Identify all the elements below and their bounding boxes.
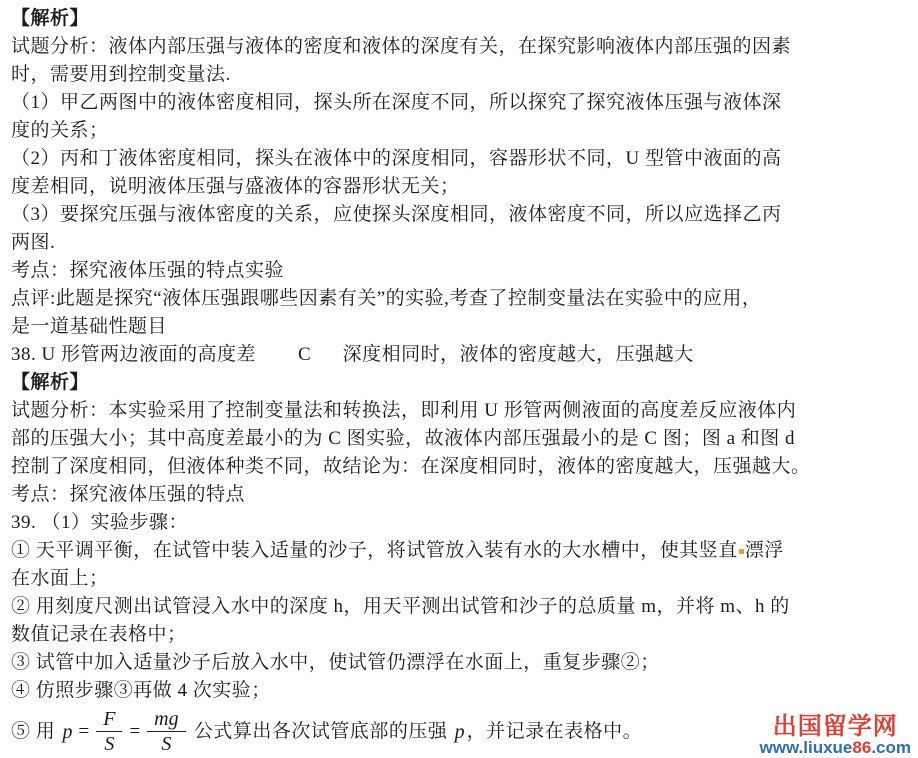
watermark-site-name: 出国留学网 <box>772 712 898 740</box>
doc-line: 数值记录在表格中； <box>11 624 187 645</box>
question-39-header-line: 39. （1）实验步骤： <box>11 512 189 533</box>
equals-sign: = <box>78 721 90 742</box>
url-com-part: .com <box>871 738 911 758</box>
comment-line: 点评:此题是探究“液体压强跟哪些因素有关”的实验,考查了控制变量法在实验中的应用， <box>11 288 762 309</box>
analysis-header-1: 【解析】 <box>11 8 90 29</box>
document-page <box>11 5 909 758</box>
step-1-text-after: 漂浮 <box>744 540 784 561</box>
fraction-force-over-area <box>96 708 122 755</box>
doc-line: （3）要探究压强与液体密度的关系，应使探头深度相同，液体密度不同，所以应选择乙丙 <box>11 204 782 225</box>
doc-line: 时，需要用到控制变量法. <box>11 64 231 85</box>
doc-line: 部的压强大小；其中高度差最小的为 C 图实验，故液体内部压强最小的是 C 图；图 a 和图 d <box>11 428 796 449</box>
doc-line: （1）甲乙两图中的液体密度相同，探头所在深度不同，所以探究了探究液体压强与液体深 <box>11 92 782 113</box>
site-watermark <box>760 714 912 757</box>
doc-line: 控制了深度相同，但液体种类不同，故结论为：在深度相同时，液体的密度越大，压强越大。 <box>11 456 811 477</box>
equals-sign: = <box>129 721 141 742</box>
watermark-site-url <box>760 739 912 757</box>
doc-line: （2）丙和丁液体密度相同，探头在液体中的深度相同，容器形状不同，U 型管中液面的高 <box>11 148 782 169</box>
pressure-variable: p <box>454 720 465 743</box>
doc-line: 度的关系； <box>11 120 109 141</box>
step-1-line <box>11 537 909 565</box>
question-38-answer-line: 38. U 形管两边液面的高度差 C 深度相同时，液体的密度越大，压强越大 <box>11 344 694 365</box>
step-2-line: ② 用刻度尺测出试管浸入水中的深度 h，用天平测出试管和沙子的总质量 m，并将 m、h 的 <box>11 596 790 617</box>
annotation-dot-icon <box>739 549 744 554</box>
fraction-numerator: F <box>96 708 122 732</box>
formula-mid-text: 公式算出各次试管底部的压强 <box>188 721 453 742</box>
url-www-part: www.liuxue <box>759 738 853 758</box>
fraction-numerator: mg <box>147 708 185 732</box>
exam-point-line-1: 考点：探究液体压强的特点实验 <box>11 260 285 281</box>
doc-line: 试题分析：液体内部压强与液体的密度和液体的深度有关，在探究影响液体内部压强的因素 <box>11 36 792 57</box>
step-4-line: ④ 仿照步骤③再做 4 次实验； <box>11 680 271 701</box>
doc-line: 试题分析：本实验采用了控制变量法和转换法，即利用 U 形管两侧液面的高度差反应液体内 <box>11 400 797 421</box>
analysis-header-2: 【解析】 <box>11 372 90 393</box>
formula-suffix-text: ，并记录在表格中。 <box>466 721 643 742</box>
doc-line: 是一道基础性题目 <box>11 316 168 337</box>
fraction-denominator: S <box>104 733 115 755</box>
pressure-variable: p <box>62 720 73 743</box>
doc-line: 两图. <box>11 232 56 253</box>
fraction-mg-over-area <box>147 708 185 755</box>
url-number-part: 86 <box>852 738 872 758</box>
exam-point-line-2: 考点：探究液体压强的特点 <box>11 484 246 505</box>
step-1-text-before: ① 天平调平衡，在试管中装入适量的沙子，将试管放入装有水的大水槽中，使其竖直 <box>11 540 738 561</box>
fraction-denominator: S <box>161 733 172 755</box>
formula-prefix-text: ⑤ 用 <box>11 721 61 742</box>
doc-line: 在水面上； <box>11 568 109 589</box>
step-3-line: ③ 试管中加入适量沙子后放入水中，使试管仍漂浮在水面上，重复步骤②； <box>11 652 660 673</box>
doc-line: 度差相同，说明液体压强与盛液体的容器形状无关； <box>11 176 460 197</box>
